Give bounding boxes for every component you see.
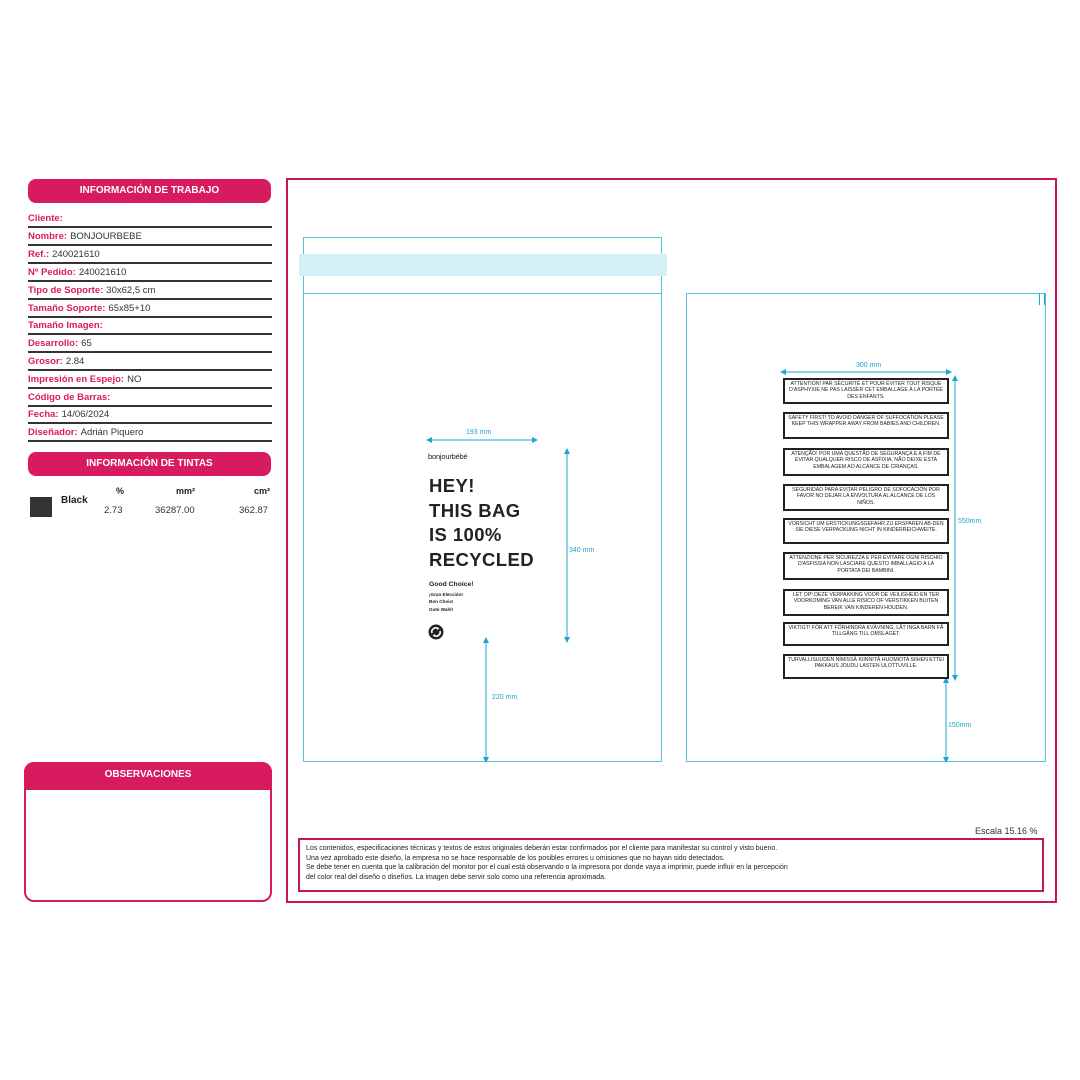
front-height-label: 340 mm bbox=[569, 547, 595, 554]
job-field-value: 14/06/2024 bbox=[61, 409, 110, 420]
job-field-label: Tamaño Soporte: bbox=[28, 303, 106, 314]
warning-box: ATENÇÃO! POR UMA QUESTÃO DE SEGURANÇA E A FIM DE EVITAR QUALQUER RISCO DE ASFIXIA, NÃO DEIXE ESTA EMBALAGEM AO ALCANCE DE CRIANÇAS. bbox=[783, 448, 949, 476]
disclaimer-line-4: del color real del diseño o diseños. La imagen debe servir solo como una referencia aproximada. bbox=[306, 873, 607, 881]
warning-box: ATTENTION! PAR SÉCURITÉ ET POUR ÉVITER TOUT RISQUE D'ASPHYXIE NE PAS LAISSER CET EMBALLAGE À LA PORTÉE DES ENFANTS. bbox=[783, 378, 949, 404]
job-field-label: Ref.: bbox=[28, 249, 50, 260]
headline-line-3: IS 100% bbox=[429, 524, 502, 545]
job-field-label: Nº Pedido: bbox=[28, 267, 76, 278]
warning-box: SEGURIDAD PARA EVITAR PELIGRO DE SOFOCACIÓN POR FAVOR NO DEJAR LA ENVOLTURA AL ALCANCE DE LOS NIÑOS. bbox=[783, 484, 949, 511]
back-width-label: 300 mm bbox=[856, 362, 882, 369]
front-width-label: 193 mm bbox=[466, 429, 492, 436]
job-field-value: 65 bbox=[81, 338, 92, 349]
front-bottom-label: 220 mm bbox=[492, 694, 518, 701]
job-field-label: Desarrollo: bbox=[28, 338, 79, 349]
job-field-value: NO bbox=[127, 374, 142, 385]
job-field-label: Fecha: bbox=[28, 409, 59, 420]
subline-2: Bon Choix! bbox=[429, 599, 454, 605]
brand-logo: bonjourbébé bbox=[428, 452, 468, 461]
job-field-value: 65x85+10 bbox=[108, 303, 151, 314]
back-height-label: 550mm bbox=[958, 518, 982, 525]
subline-1: ¡Gran Elección! bbox=[429, 592, 463, 597]
warning-box: SAFETY FIRST! TO AVOID DANGER OF SUFFOCATION PLEASE KEEP THIS WRAPPER AWAY FROM BABIES AND CHILDREN. bbox=[783, 412, 949, 439]
job-field-label: Cliente: bbox=[28, 213, 63, 224]
disclaimer-line-1: Los contenidos, especificaciones técnicas y textos de estos originales deberán estar confirmados por el cliente para manifestar su control y visto bueno. bbox=[306, 845, 778, 852]
job-field-value: Adrián Piquero bbox=[80, 427, 144, 438]
job-info-title: INFORMACIÓN DE TRABAJO bbox=[79, 185, 220, 196]
ink-name: Black bbox=[61, 495, 88, 506]
warning-box: TURVALLISUUDEN NIMISSÄ KIINNITÄ HUOMIOTA SIIHEN ETTEI PAKKAUS JOUDU LASTEN ULOTTUVILLE. bbox=[783, 654, 949, 679]
headline bbox=[429, 474, 534, 572]
job-field-label: Código de Barras: bbox=[28, 392, 111, 403]
job-field-label: Tipo de Soporte: bbox=[28, 285, 104, 296]
tagline: Good Choice! bbox=[429, 581, 474, 588]
warning-box: LET OP! DEZE VERPAKKING VOOR DE VEILIGHEID EN TER VOORKOMING VAN ALLE RISICO OF VERSTIKKEN BUITEN BEREIK VAN KINDEREN HOUDEN. bbox=[783, 589, 949, 616]
ink-mm2: 36287.00 bbox=[155, 505, 195, 516]
warning-box: ATTENZIONE PER SICUREZZA E PER EVITARE OGNI RISCHIO D'ASFISSIA NON LASCIARE QUESTO IMBALLAGIO A LA PORTATA DEI BAMBINI. bbox=[783, 552, 949, 580]
job-field-value: BONJOURBEBE bbox=[70, 231, 142, 242]
disclaimer-line-3: Se debe tener en cuenta que la calibración del monitor por el cual está observando o la impresora por donde vaya a imprimir, puede influir en la percepción bbox=[306, 864, 788, 872]
subline-3: Gute Wahl! bbox=[429, 606, 454, 612]
job-field-label: Tamaño Imagen: bbox=[28, 320, 103, 331]
job-field-label: Nombre: bbox=[28, 231, 68, 242]
warning-box: VORSICHT UM ERSTICKUNGSGEFAHR ZU ERSPAREN AB-DEN SIE DIESE VERPACKUNG NICHT IN KINDERREICHWEITE. bbox=[783, 518, 949, 544]
job-field-value: 240021610 bbox=[52, 249, 100, 260]
ink-percent: 2.73 bbox=[104, 505, 123, 516]
ink-info-title: INFORMACIÓN DE TINTAS bbox=[86, 458, 213, 469]
headline-line-2: THIS BAG bbox=[429, 499, 521, 521]
job-field-label: Grosor: bbox=[28, 356, 63, 367]
ink-header-percent: % bbox=[116, 486, 125, 496]
disclaimer-box bbox=[298, 838, 1044, 892]
job-field-label: Impresión en Espejo: bbox=[28, 374, 125, 385]
recycle-icon bbox=[428, 624, 444, 640]
job-field-value: 30x62,5 cm bbox=[106, 285, 156, 296]
job-field-label: Diseñador: bbox=[28, 427, 78, 438]
job-field-value: 2.84 bbox=[65, 356, 85, 367]
back-bottom-label: 150mm bbox=[948, 722, 972, 729]
observations-title: OBSERVACIONES bbox=[104, 769, 192, 780]
ink-cm2: 362.87 bbox=[239, 505, 269, 516]
scale-label: Escala 15.16 % bbox=[975, 826, 1038, 836]
disclaimer-line-2: Una vez aprobado este diseño, la empresa no se hace responsable de los posibles errores u omisiones que no hayan sido detectados. bbox=[306, 854, 725, 862]
sublines bbox=[429, 591, 463, 613]
headline-line-1: HEY! bbox=[429, 475, 475, 496]
ink-header-cm2: cm² bbox=[254, 486, 271, 496]
job-field-value: 240021610 bbox=[78, 267, 127, 278]
ink-header-mm2: mm² bbox=[176, 486, 196, 496]
headline-line-4: RECYCLED bbox=[429, 548, 534, 570]
warning-box: VIKTIGT! FÖR ATT FÖRHINDRA KVÄVNING, LÅT INGA BARN FÅ TILLGÅNG TILL OMSLAGET. bbox=[783, 622, 949, 646]
